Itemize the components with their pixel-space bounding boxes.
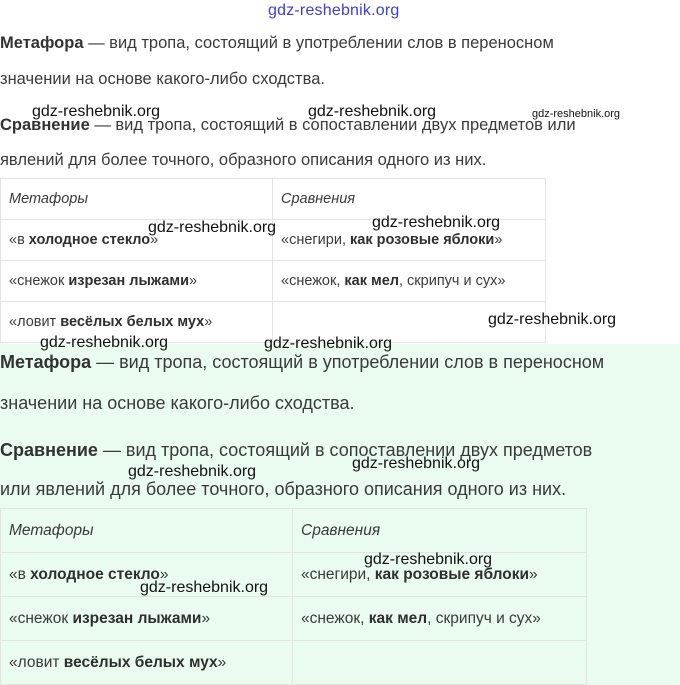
table-header-row — [1, 509, 587, 553]
metaphor-definition-line2: значении на основе какого-либо сходства. — [0, 393, 355, 413]
table-row — [1, 641, 587, 685]
metaphor-def-text: — вид тропа, состоящий в употреблении слов в переносном — [83, 34, 554, 52]
header-metaphors: Метафоры — [1, 509, 293, 553]
watermark: gdz-reshebnik.org — [308, 103, 437, 120]
metaphor-term: Метафора — [0, 352, 92, 372]
metaphor-definition-line1 — [0, 34, 554, 53]
watermark: gdz-reshebnik.org — [140, 579, 269, 596]
watermark: gdz-reshebnik.org — [364, 551, 493, 568]
examples-table-2 — [0, 508, 587, 685]
metaphor-definition-line2: значении на основе какого-либо сходства. — [0, 70, 325, 88]
watermark: gdz-reshebnik.org — [128, 463, 257, 480]
comparison-cell: «снегири, как розовые яблоки» — [293, 553, 587, 597]
examples-table-1 — [0, 178, 546, 343]
header-comparisons: Сравнения — [293, 509, 587, 553]
watermark: gdz-reshebnik.org — [352, 455, 481, 472]
comparison-cell: «снежок, как мел, скрипуч и сух» — [273, 261, 546, 302]
metaphor-def-text: — вид тропа, состоящий в употреблении слов в переносном — [91, 352, 605, 372]
metaphor-term: Метафора — [0, 34, 84, 52]
watermark: gdz-reshebnik.org — [40, 334, 169, 351]
comparison-definition-line2: явлений для более точного, образного описания одного из них. — [0, 151, 487, 169]
comparison-term: Сравнение — [0, 116, 90, 134]
comparison-def-text: — вид тропа, состоящий в сопоставлении двух предметов — [97, 440, 593, 460]
watermark: gdz-reshebnik.org — [264, 335, 393, 352]
watermark: gdz-reshebnik.org — [372, 214, 501, 231]
comparison-def-text: — вид тропа, состоящий в сопоставлении двух предметов или — [89, 116, 576, 134]
table-row — [1, 597, 587, 641]
comparison-cell: «снегири, как розовые яблоки» — [273, 220, 546, 261]
metaphor-cell: «ловит весёлых белых мух» — [1, 641, 293, 685]
metaphor-cell: «снежок изрезан лыжами» — [1, 597, 293, 641]
metaphor-cell: «в холодное стекло» — [1, 553, 293, 597]
comparison-definition-line2: или явлений для более точного, образного описания одного из них. — [0, 479, 567, 499]
comparison-term: Сравнение — [0, 440, 98, 460]
watermark: gdz-reshebnik.org — [32, 103, 161, 120]
metaphor-cell: «в холодное стекло» — [1, 220, 273, 261]
watermark: gdz-reshebnik.org — [532, 108, 621, 120]
watermark: gdz-reshebnik.org — [488, 311, 617, 328]
metaphor-definition-line1 — [0, 352, 604, 373]
top-watermark: gdz-reshebnik.org — [268, 2, 400, 19]
table-row — [1, 553, 587, 597]
watermark: gdz-reshebnik.org — [148, 219, 277, 236]
table-row — [1, 261, 546, 302]
header-metaphors: Метафоры — [1, 179, 273, 220]
comparison-cell — [293, 641, 587, 685]
comparison-definition-line1 — [0, 440, 592, 461]
comparison-cell: «снежок, как мел, скрипуч и сух» — [293, 597, 587, 641]
metaphor-cell: «ловит весёлых белых мух» — [1, 302, 273, 343]
metaphor-cell: «снежок изрезан лыжами» — [1, 261, 273, 302]
header-comparisons: Сравнения — [273, 179, 546, 220]
